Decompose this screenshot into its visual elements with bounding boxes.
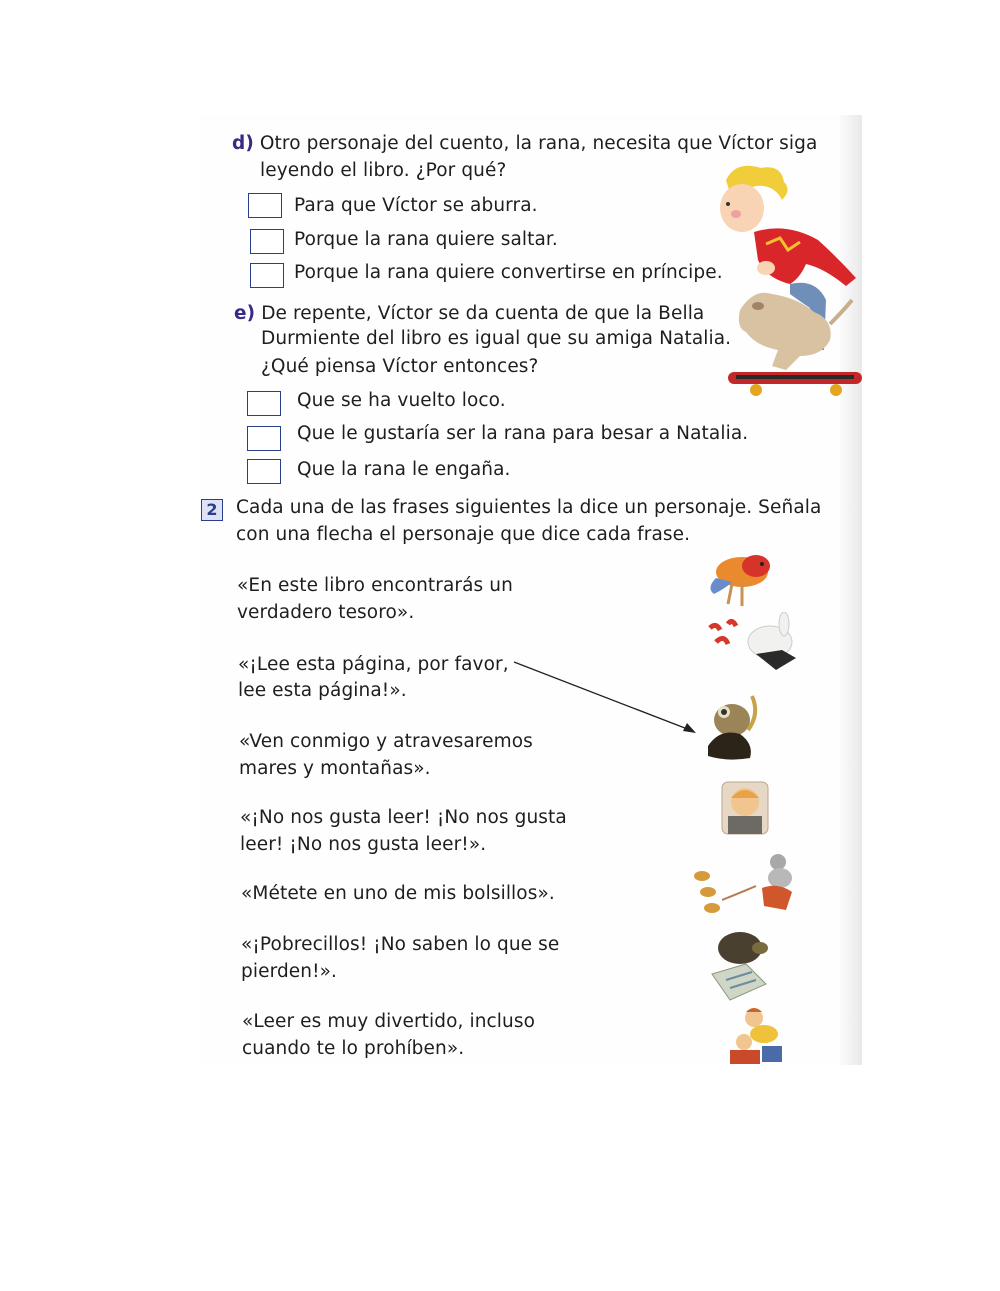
phrase-1-line1: «En este libro encontrarás un	[237, 575, 513, 596]
exercise-number-badge: 2	[201, 499, 223, 521]
question-e-line2: Durmiente del libro es igual que su amiga Natalia.	[261, 328, 732, 349]
phrase-7-line2: cuando te lo prohíben».	[242, 1038, 465, 1059]
phrase-6-line1: «¡Pobrecillos! ¡No saben lo que se	[241, 934, 560, 955]
answer-arrow	[500, 650, 710, 740]
phrase-2-line2: lee esta página!».	[238, 680, 407, 701]
option-d-3: Porque la rana quiere convertirse en príncipe.	[294, 262, 723, 283]
boy-skateboard-illustration	[706, 160, 862, 400]
question-e-line3: ¿Qué piensa Víctor entonces?	[261, 356, 539, 377]
option-d-1: Para que Víctor se aburra.	[294, 195, 538, 216]
turtle-character-illustration	[706, 924, 776, 1004]
exercise-2-line1: Cada una de las frases siguientes la dice un personaje. Señala	[236, 497, 822, 518]
checkbox-d-1[interactable]	[248, 193, 282, 218]
phrase-1-line2: verdadero tesoro».	[237, 602, 415, 623]
child-character-illustration	[718, 776, 772, 840]
option-d-2: Porque la rana quiere saltar.	[294, 229, 558, 250]
checkbox-d-2[interactable]	[250, 229, 284, 254]
checkbox-d-3[interactable]	[250, 263, 284, 288]
phrase-6-line2: pierden!».	[241, 961, 338, 982]
exercise-2-line2: con una flecha el personaje que dice cada frase.	[236, 524, 691, 545]
bird-character-illustration	[702, 548, 780, 610]
checkbox-e-3[interactable]	[247, 459, 281, 484]
phrase-4-line2: leer! ¡No nos gusta leer!».	[240, 834, 487, 855]
phrase-3-line2: mares y montañas».	[239, 758, 431, 779]
phrase-7-line1: «Leer es muy divertido, incluso	[242, 1011, 536, 1032]
option-e-1: Que se ha vuelto loco.	[297, 390, 506, 411]
question-e-line1: e) De repente, Víctor se da cuenta de que la Bella	[234, 303, 705, 324]
phrase-4-line1: «¡No nos gusta leer! ¡No nos gusta	[240, 807, 567, 828]
checkbox-e-1[interactable]	[247, 391, 281, 416]
question-e-letter: e)	[234, 303, 256, 324]
phrase-3-line1: «Ven conmigo y atravesaremos	[239, 731, 533, 752]
kids-pile-character-illustration	[724, 1006, 786, 1066]
option-e-3: Que la rana le engaña.	[297, 459, 511, 480]
mouse-character-illustration	[692, 852, 802, 918]
phrase-5-line1: «Métete en uno de mis bolsillos».	[241, 883, 555, 904]
option-e-2: Que le gustaría ser la rana para besar a Natalia.	[297, 423, 749, 444]
question-d-line2: leyendo el libro. ¿Por qué?	[260, 160, 507, 181]
question-d-letter: d)	[232, 133, 254, 154]
frog-character-illustration	[698, 690, 772, 766]
phrase-2-line1: «¡Lee esta página, por favor,	[238, 654, 509, 675]
question-d-line1: d) Otro personaje del cuento, la rana, necesita que Víctor siga	[232, 133, 818, 154]
rabbit-character-illustration	[704, 612, 804, 676]
checkbox-e-2[interactable]	[247, 426, 281, 451]
